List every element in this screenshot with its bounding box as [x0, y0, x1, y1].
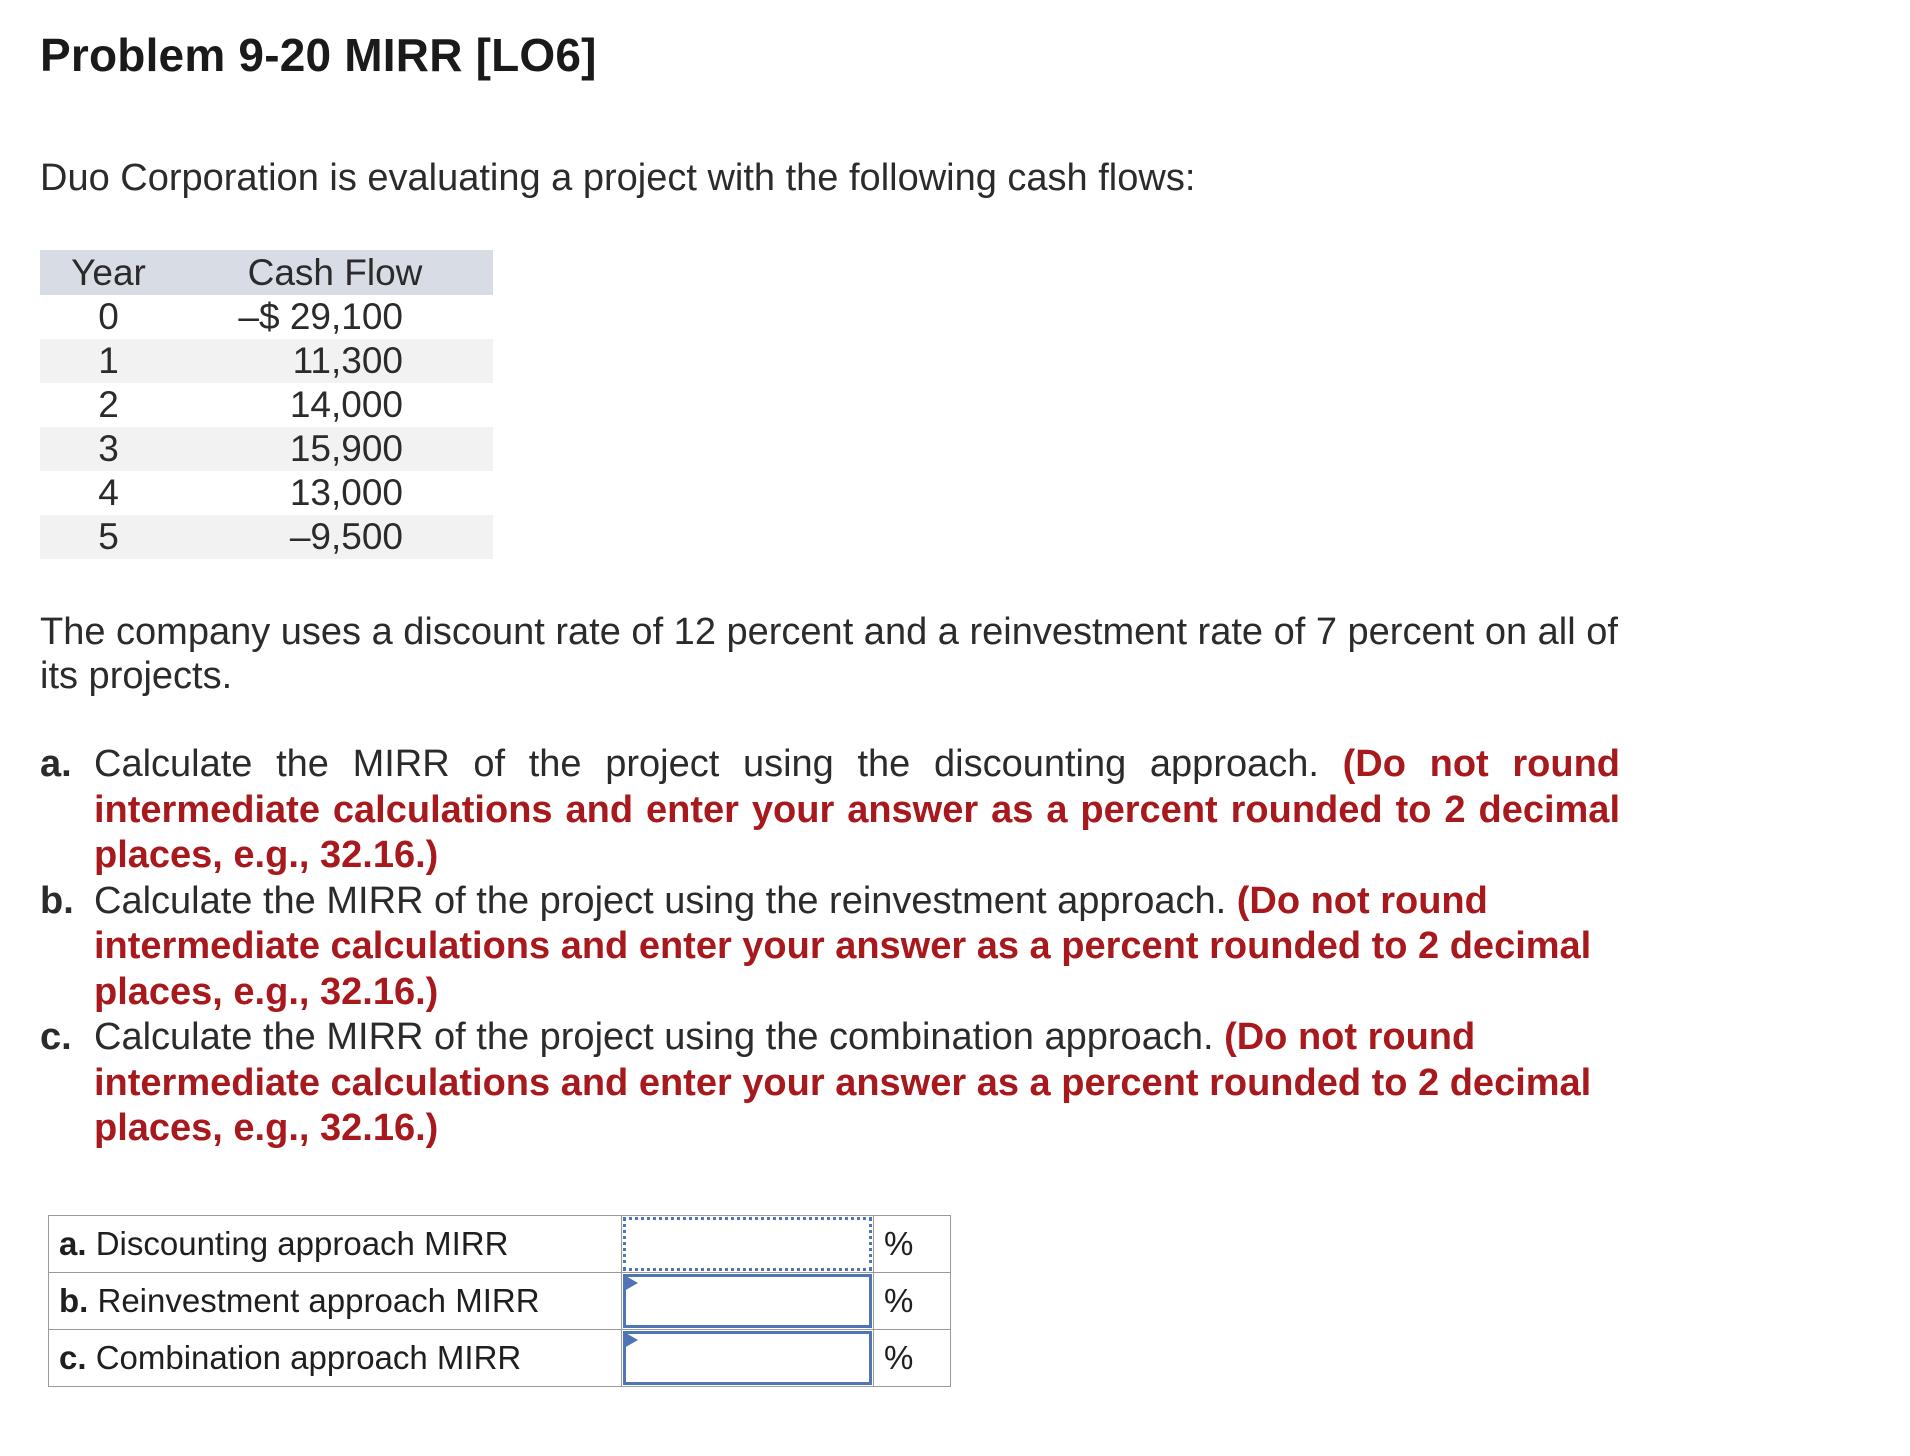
question-a	[40, 742, 1620, 879]
question-b	[40, 879, 1620, 1016]
cash-flow-cell: 14,000	[289, 384, 403, 425]
cash-flow-cell: 11,300	[177, 339, 493, 383]
answer-input-cell-a	[622, 1216, 874, 1273]
input-marker-icon	[624, 1332, 638, 1348]
question-text: Calculate the MIRR of the project using the combination approach.	[94, 1016, 1214, 1058]
year-cell: 4	[98, 472, 119, 513]
question-body	[94, 742, 1620, 879]
cash-flow-cell: 15,900	[177, 427, 493, 471]
input-marker-icon	[624, 1275, 638, 1291]
year-column-header: Year	[40, 250, 177, 295]
answer-letter: b.	[59, 1282, 89, 1319]
cash-flow-column-header: Cash Flow	[177, 250, 493, 295]
year-cell: 3	[40, 427, 177, 471]
cash-flow-row	[40, 515, 493, 559]
year-cell: 2	[98, 384, 119, 425]
reinvestment-mirr-input[interactable]	[623, 1274, 872, 1328]
question-list	[40, 742, 1620, 1152]
cash-flow-cell: –$ 29,100	[238, 296, 403, 337]
answer-letter: c.	[59, 1339, 87, 1376]
cash-flow-row	[40, 471, 493, 515]
cash-flow-row	[40, 295, 493, 339]
year-cell: 5	[40, 515, 177, 559]
cash-flow-row	[40, 427, 493, 471]
percent-unit: %	[874, 1216, 951, 1273]
percent-unit: %	[874, 1330, 951, 1387]
answer-letter: a.	[59, 1225, 87, 1262]
question-text: Calculate the MIRR of the project using the reinvestment approach.	[94, 879, 1227, 922]
question-instruction: (Do not round intermediate calculations and enter your answer as a percent rounded to 2 decimal places, e.g., 32.16.)	[94, 743, 1620, 876]
combination-mirr-input[interactable]	[623, 1331, 872, 1385]
problem-title: Problem 9-20 MIRR [LO6]	[40, 29, 597, 81]
answer-label-text: Discounting approach MIRR	[95, 1225, 509, 1262]
answer-label-text: Reinvestment approach MIRR	[97, 1282, 540, 1319]
year-cell: 1	[40, 339, 177, 383]
cash-flow-header-row	[40, 250, 493, 295]
rates-text: The company uses a discount rate of 12 percent and a reinvestment rate of 7 percent on all of its projects.	[40, 611, 1618, 697]
answer-label-b	[49, 1273, 622, 1330]
answer-label-c	[49, 1330, 622, 1387]
answer-row-a	[49, 1216, 951, 1273]
year-cell: 0	[98, 296, 119, 337]
question-instruction: (Do not round intermediate calculations and enter your answer as a percent rounded to 2 decimal places, e.g., 32.16.)	[94, 1016, 1592, 1149]
question-text: Calculate the MIRR of the project using the discounting approach.	[94, 743, 1319, 785]
answer-row-b	[49, 1273, 951, 1330]
cash-flow-row	[40, 383, 493, 427]
question-letter: b.	[40, 879, 74, 922]
answer-input-cell-b	[622, 1273, 874, 1330]
cash-flow-cell: 13,000	[289, 472, 403, 513]
answer-row-c	[49, 1330, 951, 1387]
question-letter: a.	[40, 743, 72, 785]
percent-unit: %	[874, 1273, 951, 1330]
question-body	[94, 879, 1620, 1016]
question-letter: c.	[40, 1016, 72, 1058]
answer-label-a	[49, 1216, 622, 1273]
discounting-mirr-input[interactable]	[623, 1217, 872, 1271]
answer-input-cell-c	[622, 1330, 874, 1387]
cash-flow-row	[40, 339, 493, 383]
question-c	[40, 1015, 1620, 1152]
answer-label-text: Combination approach MIRR	[95, 1339, 522, 1376]
cash-flow-table	[40, 250, 493, 559]
question-instruction: (Do not round intermediate calculations and enter your answer as a percent rounded to 2 decimal places, e.g., 32.16.)	[94, 879, 1592, 1013]
cash-flow-cell: –9,500	[177, 515, 493, 559]
question-body	[94, 1015, 1620, 1152]
answer-table	[48, 1215, 951, 1387]
intro-text: Duo Corporation is evaluating a project with the following cash flows:	[40, 157, 1196, 199]
